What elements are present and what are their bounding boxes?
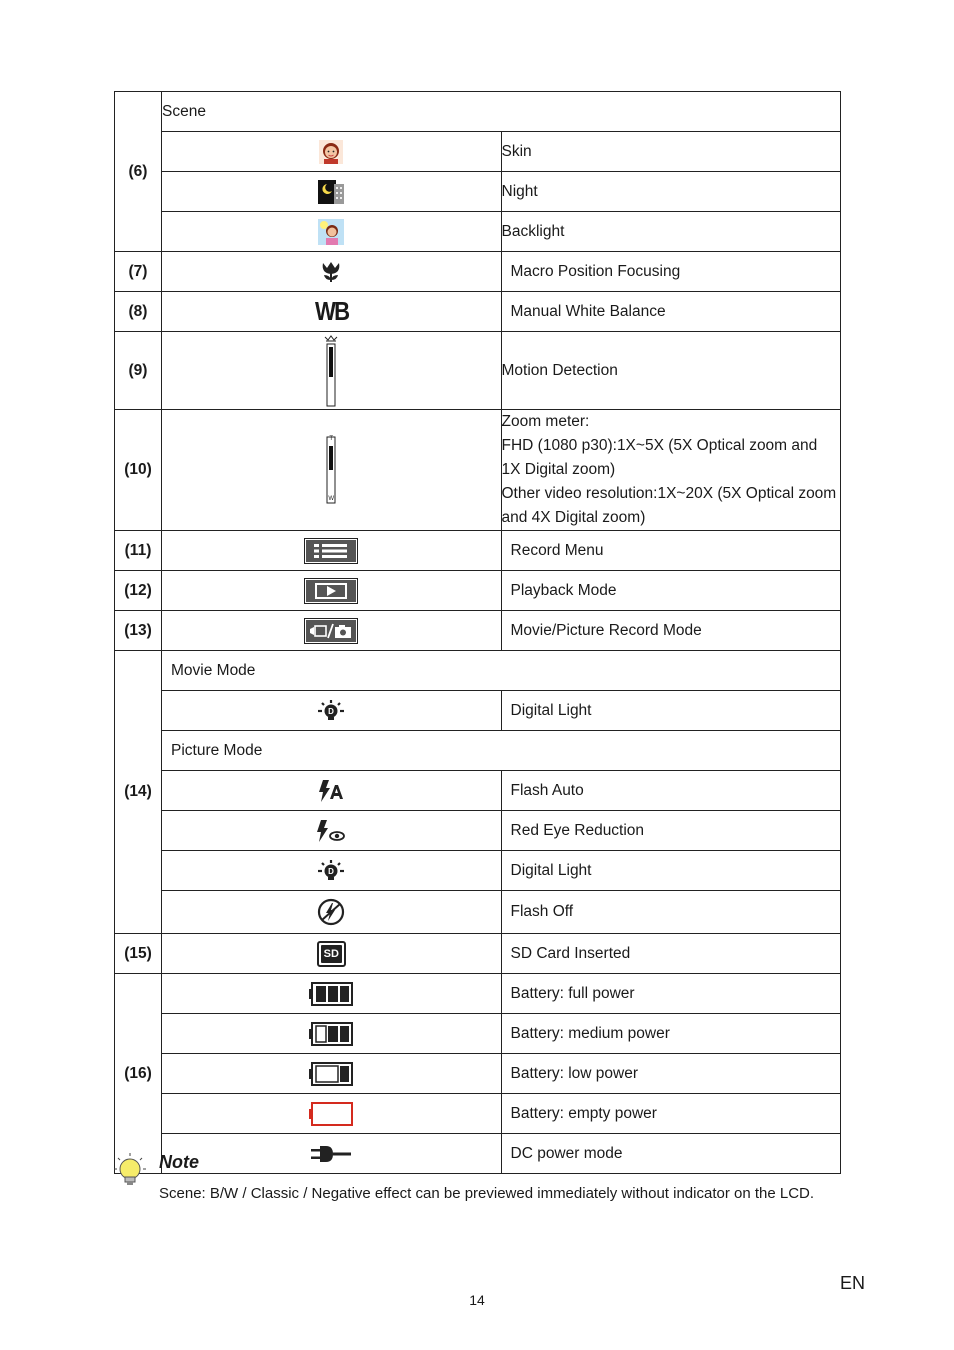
battery-empty-label: Battery: empty power [501, 1094, 841, 1134]
playback-mode-label: Playback Mode [501, 571, 841, 611]
scene-night-label: Night [501, 172, 841, 212]
note-text: Scene: B/W / Classic / Negative effect can be previewed immediately without indicator on the LCD. [159, 1185, 815, 1202]
row-number: (14) [115, 651, 162, 934]
movie-picture-mode-label: Movie/Picture Record Mode [501, 611, 841, 651]
zoom-line-2: FHD (1080 p30):1X~5X (5X Optical zoom and 1X Digital zoom) [501, 437, 818, 478]
red-eye-label: Red Eye Reduction [501, 811, 841, 851]
row-number: (7) [115, 252, 162, 292]
menu-list-icon [162, 531, 502, 571]
battery-low-label: Battery: low power [501, 1054, 841, 1094]
movie-digital-light-label: Digital Light [501, 691, 841, 731]
osd-icons-table [114, 91, 841, 1174]
battery-low-icon [162, 1054, 502, 1094]
row-number: (6) [115, 92, 162, 252]
sd-card-icon [162, 934, 502, 974]
note-title: Note [159, 1152, 199, 1172]
zoom-line-3: Other video resolution:1X~20X (5X Optical zoom and 4X Digital zoom) [501, 485, 837, 526]
digital-light-icon [162, 691, 502, 731]
digital-light-icon [162, 851, 502, 891]
sd-card-text: SD [323, 947, 339, 960]
wb-icon-text: WB [314, 296, 348, 326]
battery-full-label: Battery: full power [501, 974, 841, 1014]
motion-detection-label: Motion Detection [501, 332, 841, 410]
zoom-meter-description [501, 410, 841, 531]
row-number: (11) [115, 531, 162, 571]
scene-backlight-label: Backlight [501, 212, 841, 252]
wb-label: Manual White Balance [501, 292, 841, 332]
dc-plug-icon [162, 1134, 502, 1174]
sd-card-label: SD Card Inserted [501, 934, 841, 974]
zoom-tele-mark: T [329, 436, 334, 442]
language-label: EN [840, 1273, 866, 1293]
flash-off-icon [162, 891, 502, 934]
macro-label: Macro Position Focusing [501, 252, 841, 292]
flash-auto-label: Flash Auto [501, 771, 841, 811]
movie-camera-icon [162, 611, 502, 651]
scene-skin-label: Skin [501, 132, 841, 172]
movie-mode-header: Movie Mode [162, 651, 841, 691]
red-eye-icon [162, 811, 502, 851]
backlight-scene-icon [162, 212, 502, 252]
svg-text:D: D [328, 706, 335, 716]
picture-mode-header: Picture Mode [162, 731, 841, 771]
battery-full-icon [162, 974, 502, 1014]
play-icon [162, 571, 502, 611]
dc-power-label: DC power mode [501, 1134, 841, 1174]
page-number: 14 [469, 1292, 485, 1308]
wb-icon [162, 292, 502, 332]
zoom-line-1: Zoom meter: [501, 413, 590, 430]
lightbulb-icon [112, 1152, 148, 1193]
scene-header: Scene [162, 92, 841, 132]
record-menu-label: Record Menu [501, 531, 841, 571]
zoom-meter-icon [162, 410, 502, 531]
row-number: (10) [115, 410, 162, 531]
flash-off-label: Flash Off [501, 891, 841, 934]
row-number: (15) [115, 934, 162, 974]
row-number: (8) [115, 292, 162, 332]
battery-medium-label: Battery: medium power [501, 1014, 841, 1054]
row-number: (16) [115, 974, 162, 1174]
battery-medium-icon [162, 1014, 502, 1054]
skin-scene-icon [162, 132, 502, 172]
night-scene-icon [162, 172, 502, 212]
battery-empty-icon [162, 1094, 502, 1134]
svg-text:D: D [328, 866, 335, 876]
row-number: (13) [115, 611, 162, 651]
row-number: (12) [115, 571, 162, 611]
macro-tulip-icon [162, 252, 502, 292]
flash-auto-icon [162, 771, 502, 811]
zoom-wide-mark: W [328, 496, 335, 502]
picture-digital-light-label: Digital Light [501, 851, 841, 891]
motion-detection-meter-icon [162, 332, 502, 410]
row-number: (9) [115, 332, 162, 410]
